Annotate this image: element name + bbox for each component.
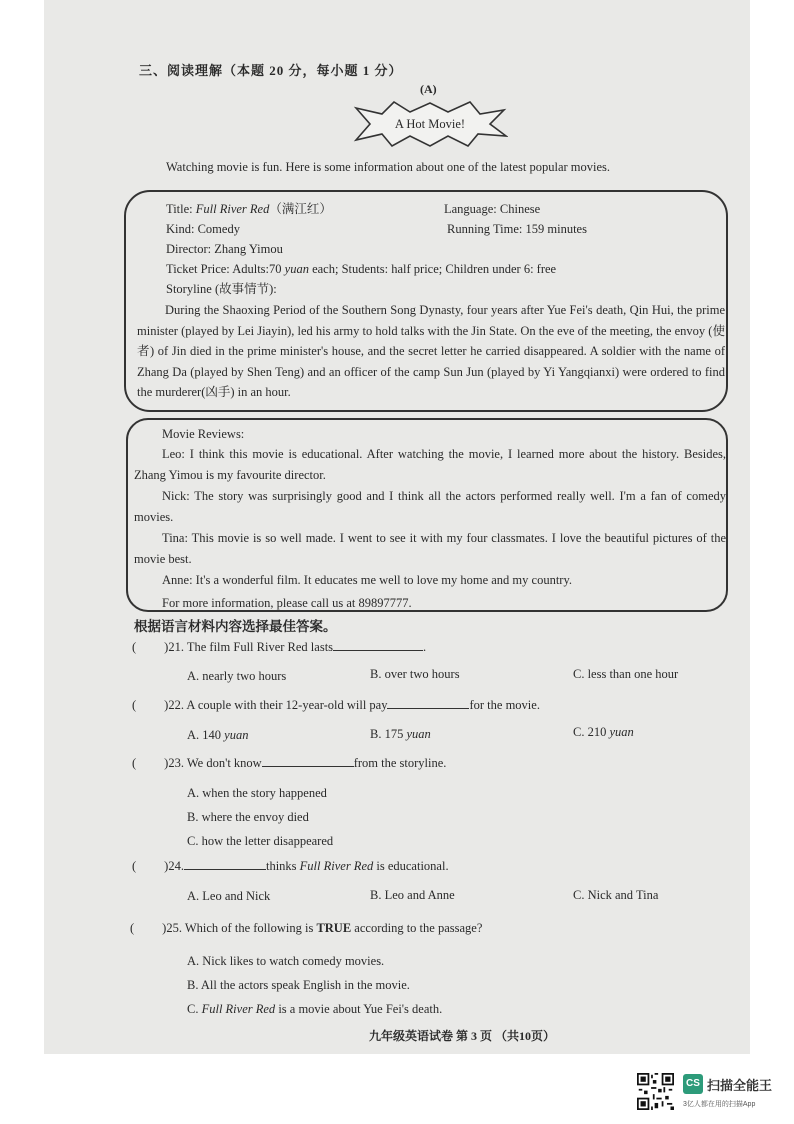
q24-option-a[interactable]: A. Leo and Nick bbox=[187, 889, 271, 903]
intro-text: Watching movie is fun. Here is some information about one of the latest popular movies. bbox=[166, 160, 611, 174]
q21-option-a[interactable]: A. nearly two hours bbox=[187, 669, 287, 683]
question-22: ( )22. A couple with their 12-year-old will pay for the movie. bbox=[132, 698, 540, 712]
movie-kind: Kind: Comedy bbox=[166, 222, 240, 236]
q23-option-b[interactable]: B. where the envoy died bbox=[187, 810, 309, 824]
review-tina: Tina: This movie is so well made. I went to see it with my four classmates. I love the beautiful pictures of the movie best. bbox=[134, 531, 726, 566]
q21-option-c[interactable]: C. less than one hour bbox=[573, 667, 679, 681]
q25-option-b[interactable]: B. All the actors speak English in the movie. bbox=[187, 978, 410, 992]
review-nick: Nick: The story was surprisingly good and I think all the actors performed really well. I'm a fan of comedy movies. bbox=[134, 489, 726, 524]
scanner-app-name: 扫描全能王 bbox=[707, 1078, 773, 1093]
q25-option-a[interactable]: A. Nick likes to watch comedy movies. bbox=[187, 954, 385, 968]
q22-option-a[interactable]: A. 140 yuan bbox=[187, 728, 249, 742]
movie-running-time: Running Time: 159 minutes bbox=[447, 222, 587, 236]
section-title: 三、阅读理解（本题 20 分，每小题 1 分） bbox=[139, 63, 403, 78]
q25-option-c[interactable]: C. Full River Red is a movie about Yue Fei's death. bbox=[187, 1002, 443, 1016]
review-leo: Leo: I think this movie is educational. After watching the movie, I learned more about the history. Besides, Zhang Yimou is my favourite director. bbox=[134, 447, 726, 482]
review-anne: Anne: It's a wonderful film. It educates me well to love my home and my country. bbox=[162, 573, 573, 587]
question-23: ( )23. We don't know from the storyline. bbox=[132, 756, 447, 770]
question-25: ( )25. Which of the following is TRUE according to the passage? bbox=[130, 921, 483, 935]
q22-option-c[interactable]: C. 210 yuan bbox=[573, 725, 634, 739]
movie-director: Director: Zhang Yimou bbox=[166, 242, 283, 256]
part-label: (A) bbox=[420, 82, 437, 96]
movie-language: Language: Chinese bbox=[444, 202, 541, 216]
qr-code-icon bbox=[637, 1073, 674, 1110]
ticket-price: Ticket Price: Adults:70 yuan each; Students: half price; Children under 6: free bbox=[166, 262, 557, 276]
question-21: ( )21. The film Full River Red lasts . bbox=[132, 640, 427, 654]
scanner-tagline: 3亿人都在用的扫描App bbox=[683, 1101, 756, 1108]
page-footer: 九年级英语试卷 第 3 页 （共10页） bbox=[369, 1029, 556, 1043]
q22-option-b[interactable]: B. 175 yuan bbox=[370, 727, 431, 741]
q24-option-b[interactable]: B. Leo and Anne bbox=[370, 888, 455, 902]
q24-option-c[interactable]: C. Nick and Tina bbox=[573, 888, 659, 902]
contact-info: For more information, please call us at 89897777. bbox=[162, 596, 412, 610]
storyline-label: Storyline (故事情节): bbox=[166, 282, 277, 296]
movie-title: Title: Full River Red（满江红） bbox=[166, 202, 332, 216]
question-instructions: 根据语言材料内容选择最佳答案。 bbox=[134, 619, 337, 634]
exam-page bbox=[44, 0, 750, 1054]
q21-option-b[interactable]: B. over two hours bbox=[370, 667, 460, 681]
reviews-heading: Movie Reviews: bbox=[162, 427, 245, 441]
storyline-text: During the Shaoxing Period of the Southern Song Dynasty, four years after Yue Fei's death, Qin Hui, the prime minister (played by Lei Jiayin), led his army to hold talks with the Jin State. On the eve of the meeting, the envoy (使者) of Jin died in the prime minister's house, and the secret letter he carried disappeared. A soldier with the name of Zhang Da (played by Shen Teng) and an officer of the camp Sun Jun (played by Yi Yangqianxi) were ordered to find the murderer(凶手) in an hour. bbox=[137, 303, 725, 399]
question-24: ( )24. thinks Full River Red is educational. bbox=[132, 859, 449, 873]
q23-option-c[interactable]: C. how the letter disappeared bbox=[187, 834, 334, 848]
banner-title: A Hot Movie! bbox=[394, 117, 466, 131]
camscanner-logo: CS bbox=[683, 1074, 703, 1094]
q23-option-a[interactable]: A. when the story happened bbox=[187, 786, 327, 800]
